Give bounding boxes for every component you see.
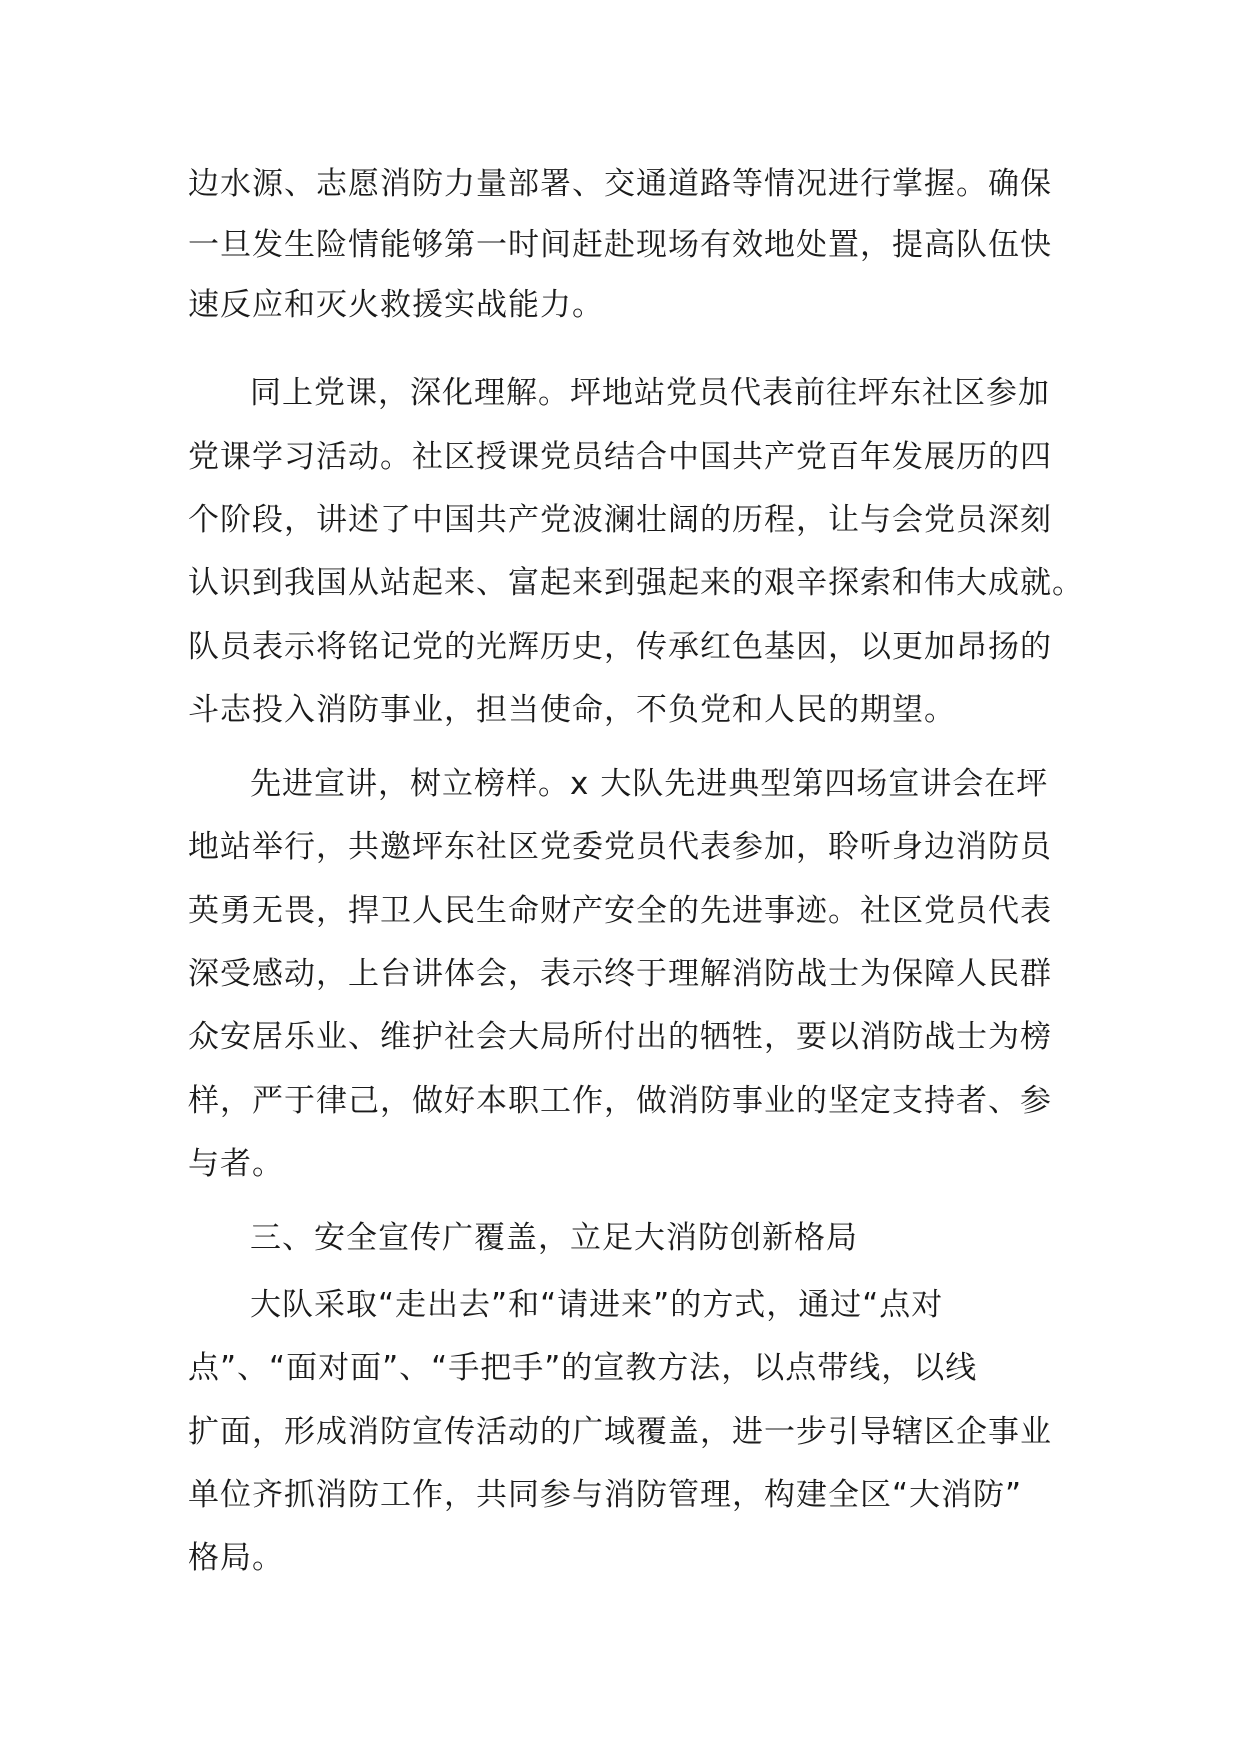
paragraph-line: 先进宣讲，树立榜样。x 大队先进典型第四场宣讲会在坪 (250, 766, 1049, 802)
section-heading: 三、安全宣传广覆盖，立足大消防创新格局 (250, 1220, 858, 1256)
paragraph-line: 英勇无畏，捍卫人民生命财产安全的先进事迹。社区党员代表 (188, 893, 1052, 929)
paragraph-line: 个阶段，讲述了中国共产党波澜壮阔的历程，让与会党员深刻 (188, 502, 1052, 538)
paragraph-line: 速反应和灭火救援实战能力。 (188, 287, 604, 323)
paragraph-line: 同上党课，深化理解。坪地站党员代表前往坪东社区参加 (250, 375, 1050, 411)
paragraph-line: 大队采取“走出去”和“请进来”的方式，通过“点对 (250, 1287, 944, 1323)
paragraph-line: 众安居乐业、维护社会大局所付出的牺牲，要以消防战士为榜 (188, 1019, 1052, 1055)
paragraph-line: 深受感动，上台讲体会，表示终于理解消防战士为保障人民群 (188, 956, 1052, 992)
paragraph-line: 点”、“面对面”、“手把手”的宣教方法，以点带线，以线 (188, 1350, 978, 1386)
paragraph-line: 格局。 (188, 1540, 284, 1576)
paragraph-line: 队员表示将铭记党的光辉历史，传承红色基因，以更加昂扬的 (188, 629, 1052, 665)
paragraph-line: 认识到我国从站起来、富起来到强起来的艰辛探索和伟大成就。 (188, 565, 1084, 601)
paragraph-line: 党课学习活动。社区授课党员结合中国共产党百年发展历的四 (188, 439, 1052, 475)
paragraph-line: 边水源、志愿消防力量部署、交通道路等情况进行掌握。确保 (188, 166, 1052, 202)
paragraph-line: 一旦发生险情能够第一时间赶赴现场有效地处置，提高队伍快 (188, 227, 1052, 263)
paragraph-line: 样，严于律己，做好本职工作，做消防事业的坚定支持者、参 (188, 1083, 1052, 1119)
paragraph-line: 单位齐抓消防工作，共同参与消防管理，构建全区“大消防” (188, 1477, 1023, 1513)
paragraph-line: 与者。 (188, 1146, 284, 1182)
paragraph-line: 地站举行，共邀坪东社区党委党员代表参加，聆听身边消防员 (188, 829, 1052, 865)
paragraph-line: 扩面，形成消防宣传活动的广域覆盖，进一步引导辖区企事业 (188, 1414, 1052, 1450)
paragraph-line: 斗志投入消防事业，担当使命，不负党和人民的期望。 (188, 692, 956, 728)
